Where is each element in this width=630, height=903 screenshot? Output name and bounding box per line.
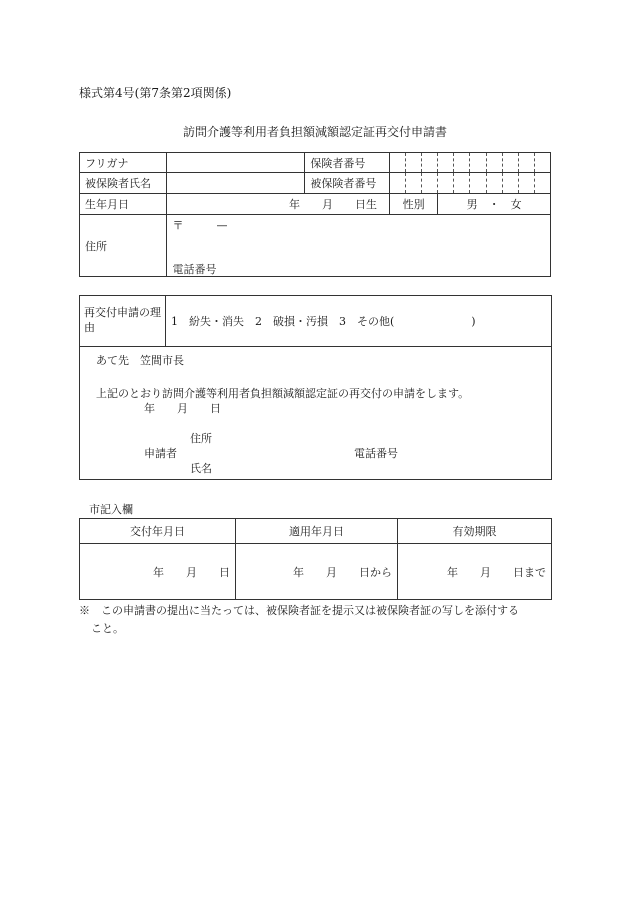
footnote-line1: ※ この申請書の提出に当たっては、被保険者証を提示又は被保険者証の写しを添付する <box>79 604 519 617</box>
insured-number-digit[interactable] <box>422 173 438 194</box>
insurer-number-digit[interactable] <box>470 153 486 173</box>
issue-date-header: 交付年月日 <box>80 519 236 544</box>
insured-number-digit[interactable] <box>406 173 422 194</box>
applicant-phone-label: 電話番号 <box>354 447 398 460</box>
city-table <box>79 518 552 600</box>
insurer-number-digit[interactable] <box>438 153 454 173</box>
page-title: 訪問介護等利用者負担額減額認定証再交付申請書 <box>182 125 447 139</box>
reason-table <box>79 295 552 480</box>
insurer-number-digit[interactable] <box>454 153 470 173</box>
reason-options[interactable]: 1 紛失・消失 2 破損・汚損 3 その他( ) <box>166 296 552 347</box>
insured-number-digit[interactable] <box>518 173 534 194</box>
valid-until-header: 有効期限 <box>398 519 552 544</box>
insured-number-label: 被保険者番号 <box>305 173 390 194</box>
insured-number-digit[interactable] <box>534 173 550 194</box>
insurer-number-label: 保険者番号 <box>305 153 390 173</box>
insured-number-digit[interactable] <box>438 173 454 194</box>
insured-name-field[interactable] <box>166 173 305 194</box>
birth-label: 生年月日 <box>80 194 167 215</box>
applicant-label: 申請者 <box>144 447 177 460</box>
insured-number-digit[interactable] <box>502 173 518 194</box>
declaration-box <box>80 347 552 480</box>
insurer-number-digit[interactable] <box>518 153 534 173</box>
reason-label: 再交付申請の理由 <box>80 296 166 347</box>
address-phone-label: 電話番号 <box>172 263 217 276</box>
form-number: 様式第4号(第7条第2項関係) <box>79 86 232 100</box>
applicable-date-field[interactable]: 年 月 日から <box>236 544 398 600</box>
insurer-number-digit[interactable] <box>486 153 502 173</box>
insurer-number-digit[interactable] <box>534 153 550 173</box>
applicant-table <box>79 152 551 277</box>
sex-options[interactable]: 男 ・ 女 <box>438 194 551 215</box>
sex-label: 性別 <box>389 194 437 215</box>
insured-name-label: 被保険者氏名 <box>80 173 167 194</box>
insured-number-digit[interactable] <box>454 173 470 194</box>
applicant-name-label: 氏名 <box>190 462 212 475</box>
insured-number-digit[interactable] <box>470 173 486 194</box>
applicant-address-label: 住所 <box>190 432 212 445</box>
furigana-field[interactable] <box>166 153 305 173</box>
insured-number-digit[interactable] <box>389 173 405 194</box>
issue-date-field[interactable]: 年 月 日 <box>80 544 236 600</box>
insurer-number-digit[interactable] <box>502 153 518 173</box>
postal-mark: 〒 — <box>172 219 228 232</box>
applicable-date-header: 適用年月日 <box>236 519 398 544</box>
footnote-line2: こと。 <box>91 622 124 635</box>
address-label: 住所 <box>80 215 167 277</box>
insurer-number-digit[interactable] <box>406 153 422 173</box>
insurer-number-digit[interactable] <box>389 153 405 173</box>
declaration-date[interactable]: 年 月 日 <box>144 402 221 415</box>
addressee: あて先 笠間市長 <box>96 354 184 367</box>
birth-date-field[interactable]: 年 月 日生 <box>166 194 389 215</box>
address-field[interactable] <box>166 215 550 277</box>
insured-number-digit[interactable] <box>486 173 502 194</box>
valid-until-field[interactable]: 年 月 日まで <box>398 544 552 600</box>
insurer-number-digit[interactable] <box>422 153 438 173</box>
declaration-statement: 上記のとおり訪問介護等利用者負担額減額認定証の再交付の申請をします。 <box>96 387 470 400</box>
city-section-heading: 市記入欄 <box>89 503 133 516</box>
furigana-label: フリガナ <box>80 153 167 173</box>
